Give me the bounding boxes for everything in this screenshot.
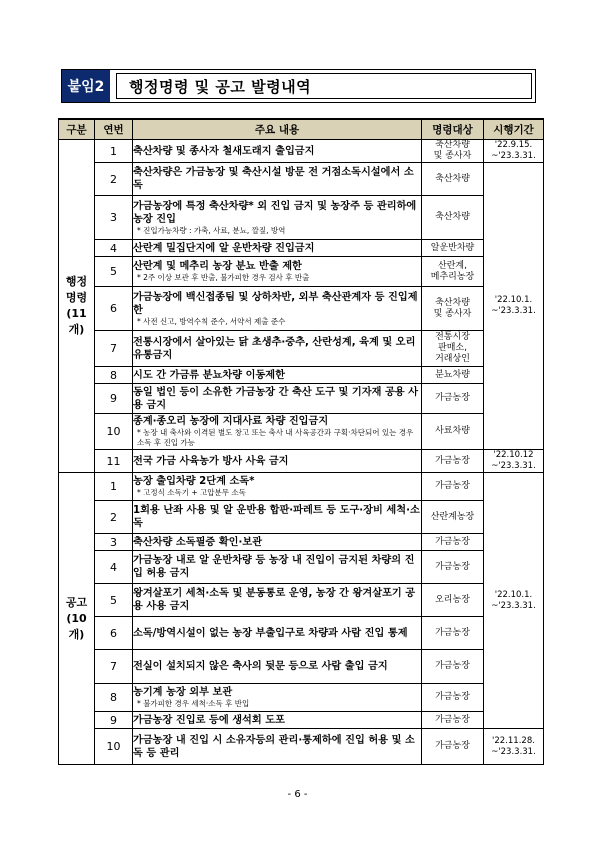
period-cell: '22.10.12 ~'23.3.31. bbox=[484, 450, 544, 473]
header-content: 주요 내용 bbox=[133, 119, 422, 140]
target-cell: 가금농장 bbox=[422, 450, 484, 473]
content-cell bbox=[133, 450, 422, 473]
content-text: 가금농장 내 진입 시 소유자등의 관리·통제하에 진입 허용 및 소독 등 관리 bbox=[133, 734, 415, 759]
table-row bbox=[59, 450, 544, 473]
target-cell: 가금농장 bbox=[422, 650, 484, 684]
table-row bbox=[59, 473, 544, 501]
content-cell bbox=[133, 584, 422, 617]
content-text: 전통시장에서 살아있는 닭 초생추·중추, 산란성계, 육계 및 오리 유통금지 bbox=[133, 336, 416, 361]
target-cell: 가금농장 bbox=[422, 551, 484, 584]
table-row bbox=[59, 367, 544, 384]
content-note: * 진입가능차량 : 가축, 사료, 분뇨, 깔짚, 방역 bbox=[137, 225, 286, 235]
target-cell: 축산차량 및 종사자 bbox=[422, 140, 484, 163]
row-number: 9 bbox=[95, 384, 133, 414]
content-text: 산란계 및 메추리 농장 분뇨 반출 제한 bbox=[133, 261, 302, 272]
target-cell: 알운반차량 bbox=[422, 240, 484, 257]
table-row bbox=[59, 140, 544, 163]
row-number: 7 bbox=[95, 331, 133, 367]
attachment-badge: 붙임2 bbox=[62, 70, 110, 102]
table-row bbox=[59, 650, 544, 684]
target-cell: 축산차량 및 종사자 bbox=[422, 287, 484, 331]
header-category: 구분 bbox=[59, 119, 95, 140]
table-row bbox=[59, 163, 544, 196]
target-cell: 전통시장 판매소, 거래상인 bbox=[422, 331, 484, 367]
target-cell: 분뇨차량 bbox=[422, 367, 484, 384]
row-number: 10 bbox=[95, 729, 133, 765]
content-text: 전실이 설치되지 않은 축사의 뒷문 등으로 사람 출입 금지 bbox=[133, 661, 388, 672]
content-text: 1회용 난좌 사용 및 알 운반용 합판·파레트 등 도구·장비 세척·소독 bbox=[133, 505, 420, 529]
category-cell: 공고 (10개) bbox=[59, 473, 95, 765]
content-cell bbox=[133, 163, 422, 196]
table-row bbox=[59, 534, 544, 551]
row-number: 11 bbox=[95, 450, 133, 473]
table-row bbox=[59, 240, 544, 257]
content-cell bbox=[133, 367, 422, 384]
content-note: * 불가피한 경우 세척·소독 후 반입 bbox=[137, 699, 250, 708]
content-text: 종계·종오리 농장에 지대사료 차량 진입금지 bbox=[133, 416, 329, 427]
content-note: * 사전 신고, 방역수칙 준수, 서약서 제출 준수 bbox=[137, 316, 286, 326]
row-number: 2 bbox=[95, 501, 133, 534]
content-cell bbox=[133, 414, 422, 450]
content-cell bbox=[133, 473, 422, 501]
content-text: 축산차량은 가금농장 및 축산시설 방문 전 거점소독시설에서 소독 bbox=[133, 167, 414, 191]
target-cell: 가금농장 bbox=[422, 473, 484, 501]
row-number: 9 bbox=[95, 712, 133, 729]
target-cell: 가금농장 bbox=[422, 534, 484, 551]
row-number: 8 bbox=[95, 367, 133, 384]
row-number: 5 bbox=[95, 257, 133, 287]
row-number: 8 bbox=[95, 684, 133, 712]
category-cell: 행정 명령 (11개) bbox=[59, 140, 95, 473]
header-number: 연번 bbox=[95, 119, 133, 140]
content-cell bbox=[133, 501, 422, 534]
content-text: 산란계 밀집단지에 알 운반차량 진입금지 bbox=[133, 242, 315, 254]
row-number: 1 bbox=[95, 140, 133, 163]
content-text: 가금농장에 특정 축산차량* 외 진입 금지 및 농장주 등 관리하에 농장 진입 bbox=[133, 200, 417, 225]
content-text: 전국 가금 사육농가 방사 사육 금지 bbox=[133, 455, 289, 467]
content-text: 소독/방역시설이 없는 농장 부출입구로 차량과 사람 진입 통제 bbox=[133, 627, 408, 639]
table-row bbox=[59, 584, 544, 617]
table-row bbox=[59, 414, 544, 450]
period-cell: '22.11.28. ~'23.3.31. bbox=[484, 729, 544, 765]
document-title-bar bbox=[61, 69, 536, 103]
table-row bbox=[59, 384, 544, 414]
content-cell bbox=[133, 331, 422, 367]
content-cell bbox=[133, 534, 422, 551]
row-number: 6 bbox=[95, 287, 133, 331]
target-cell: 가금농장 bbox=[422, 384, 484, 414]
target-cell: 축산차량 bbox=[422, 163, 484, 196]
row-number: 2 bbox=[95, 163, 133, 196]
target-cell: 가금농장 bbox=[422, 729, 484, 765]
content-text: 축산차량 및 종사자 철새도래지 출입금지 bbox=[133, 145, 315, 157]
content-text: 농기계 농장 외부 보관 bbox=[133, 687, 233, 698]
content-text: 축산차량 소독필증 확인·보관 bbox=[133, 536, 263, 548]
content-cell bbox=[133, 617, 422, 650]
period-cell: '22.10.1. ~'23.3.31. bbox=[484, 163, 544, 450]
period-cell: '22.9.15. ~'23.3.31. bbox=[484, 140, 544, 163]
table-row bbox=[59, 257, 544, 287]
content-cell bbox=[133, 384, 422, 414]
content-note: * 고정식 소독기 + 고압분무 소독 bbox=[137, 488, 246, 497]
content-cell bbox=[133, 196, 422, 240]
table-row bbox=[59, 684, 544, 712]
content-cell bbox=[133, 140, 422, 163]
content-text: 가금농장 내로 알 운반차량 등 농장 내 진입이 금지된 차량의 진입 허용 금지 bbox=[133, 555, 415, 579]
content-note: * 농장 내 축사와 이격된 별도 창고 또는 축사 내 사육공간과 구획·차단되어 있는 경우 소독 후 진입 가능 bbox=[137, 428, 414, 447]
table-row bbox=[59, 501, 544, 534]
document-title: 행정명령 및 공고 발령내역 bbox=[116, 73, 532, 99]
content-cell bbox=[133, 729, 422, 765]
target-cell: 축산차량 bbox=[422, 196, 484, 240]
content-cell bbox=[133, 650, 422, 684]
target-cell: 가금농장 bbox=[422, 617, 484, 650]
content-cell bbox=[133, 240, 422, 257]
table-row bbox=[59, 729, 544, 765]
row-number: 1 bbox=[95, 473, 133, 501]
content-cell bbox=[133, 551, 422, 584]
table-row bbox=[59, 287, 544, 331]
target-cell: 오리농장 bbox=[422, 584, 484, 617]
period-cell: '22.10.1. ~'23.3.31. bbox=[484, 473, 544, 729]
content-text: 동일 법인 등이 소유한 가금농장 간 축산 도구 및 기자재 공용 사용 금지 bbox=[133, 386, 419, 411]
content-cell bbox=[133, 712, 422, 729]
target-cell: 가금농장 bbox=[422, 712, 484, 729]
row-number: 6 bbox=[95, 617, 133, 650]
row-number: 7 bbox=[95, 650, 133, 684]
content-text: 가금농장 진입로 등에 생석회 도포 bbox=[133, 714, 285, 726]
table-row bbox=[59, 196, 544, 240]
target-cell: 산란계, 메추리농장 bbox=[422, 257, 484, 287]
table-row bbox=[59, 551, 544, 584]
table-row bbox=[59, 331, 544, 367]
page-number: - 6 - bbox=[287, 789, 308, 800]
content-text: 농장 출입차량 2단계 소독* bbox=[133, 476, 255, 487]
content-cell bbox=[133, 257, 422, 287]
content-cell bbox=[133, 287, 422, 331]
target-cell: 산란계농장 bbox=[422, 501, 484, 534]
table-header-row bbox=[59, 119, 544, 140]
row-number: 4 bbox=[95, 240, 133, 257]
content-note: * 2주 이상 보관 후 반출, 불가피한 경우 검사 후 반출 bbox=[137, 273, 310, 282]
target-cell: 사료차량 bbox=[422, 414, 484, 450]
content-text: 가금농장에 백신접종팀 및 상하차반, 외부 축산관계자 등 진입제한 bbox=[133, 291, 418, 316]
row-number: 3 bbox=[95, 196, 133, 240]
row-number: 3 bbox=[95, 534, 133, 551]
row-number: 4 bbox=[95, 551, 133, 584]
table-row bbox=[59, 617, 544, 650]
content-text: 왕겨살포기 세척·소독 및 분동통로 운영, 농장 간 왕겨살포기 공용 사용 금지 bbox=[133, 588, 416, 612]
header-period: 시행기간 bbox=[484, 119, 544, 140]
row-number: 10 bbox=[95, 414, 133, 450]
row-number: 5 bbox=[95, 584, 133, 617]
header-target: 명령대상 bbox=[422, 119, 484, 140]
content-cell bbox=[133, 684, 422, 712]
orders-table bbox=[58, 118, 544, 765]
content-text: 시도 간 가금류 분뇨차량 이동제한 bbox=[133, 369, 285, 381]
table-row bbox=[59, 712, 544, 729]
target-cell: 가금농장 bbox=[422, 684, 484, 712]
